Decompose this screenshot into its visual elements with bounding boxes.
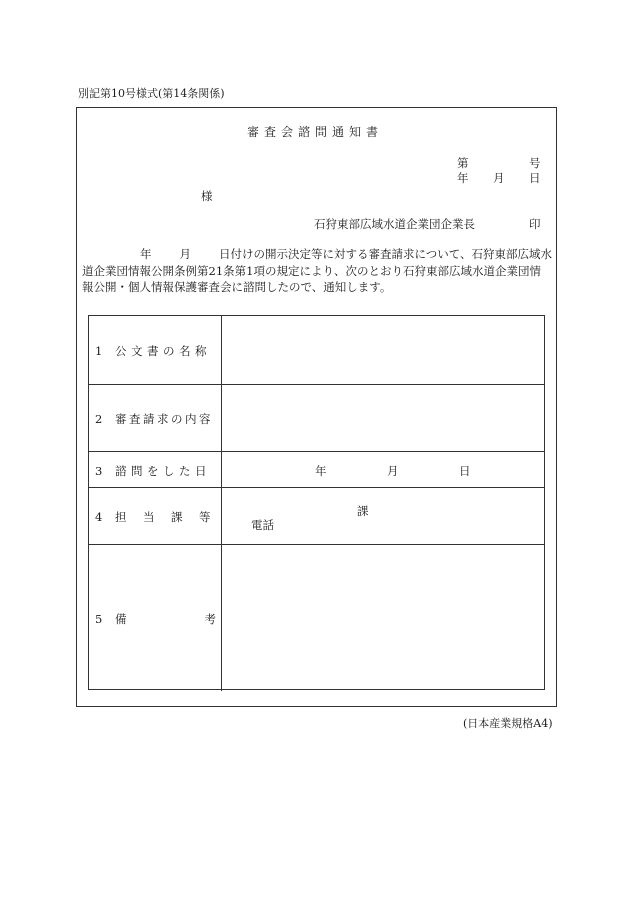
issuer-name: 石狩東部広域水道企業団企業長 — [314, 217, 475, 231]
section-label: 課 — [357, 504, 369, 518]
table-row — [89, 452, 544, 488]
body-line-3: 報公開・個人情報保護審査会に諮問したので、通知します。 — [82, 280, 392, 294]
seal-mark: 印 — [529, 217, 541, 231]
body-month: 月 — [179, 247, 191, 261]
row-label-remarks: 5 備 考 — [95, 612, 216, 626]
table-row — [89, 316, 544, 385]
form-caption: 別記第10号様式(第14条関係) — [78, 87, 225, 100]
row-label-responsible-section: 4 担 当 課 等 — [95, 510, 211, 524]
row-label-request-content: 2 審査請求の内容 — [95, 412, 213, 426]
addressee-suffix: 様 — [201, 189, 213, 203]
phone-label: 電話 — [251, 518, 274, 532]
header-year: 年 — [457, 171, 469, 185]
body-line-1-text: 日付けの開示決定等に対する審査請求について、石狩東部広域水 — [219, 247, 553, 261]
detail-table — [88, 315, 545, 690]
table-row — [89, 385, 544, 452]
paper-size-note: (日本産業規格A4) — [463, 717, 553, 730]
table-row — [89, 488, 544, 545]
number-prefix: 第 — [457, 156, 469, 170]
body-year: 年 — [140, 247, 152, 261]
body-line-2: 道企業団情報公開条例第21条第1項の規定により、次のとおり石狩東部広域水道企業団情 — [82, 264, 541, 278]
date-day: 日 — [459, 464, 471, 478]
header-month: 月 — [493, 171, 505, 185]
date-year: 年 — [315, 464, 327, 478]
row-label-document-name: 1 公文書の名称 — [95, 344, 211, 358]
form-title: 審査会諮問通知書 — [246, 125, 383, 139]
body-line-1 — [82, 246, 552, 262]
date-month: 月 — [387, 464, 399, 478]
table-row — [89, 545, 544, 691]
header-day: 日 — [529, 171, 541, 185]
row-label-consultation-date: 3 諮問をした日 — [95, 464, 211, 478]
number-suffix: 号 — [529, 156, 541, 170]
